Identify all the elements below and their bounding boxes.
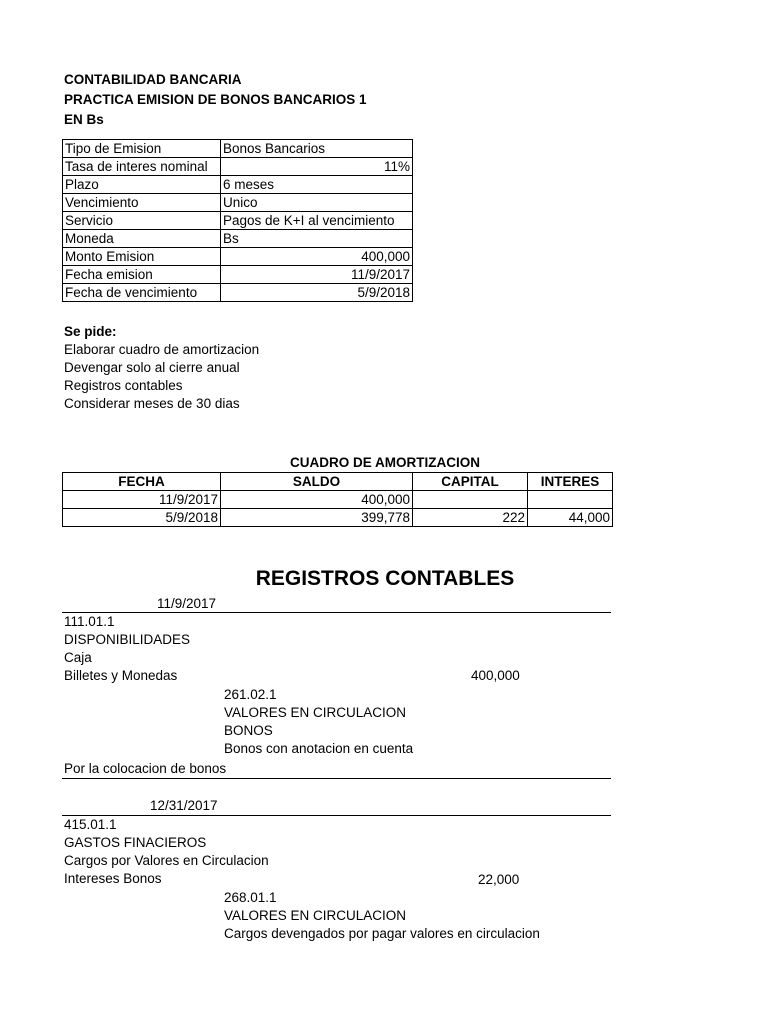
- cell-capital: [413, 491, 528, 509]
- info-value: Pagos de K+I al vencimiento: [221, 212, 413, 230]
- entry1-debit: [64, 613, 190, 685]
- amortization-title: CUADRO DE AMORTIZACION: [290, 455, 480, 470]
- entry1-credit: [224, 686, 413, 758]
- cell-fecha: 5/9/2018: [63, 509, 221, 527]
- cell-saldo: 400,000: [221, 491, 413, 509]
- account-code: 111.01.1: [64, 614, 115, 629]
- entry2-credit: [224, 889, 540, 943]
- cell-saldo: 399,778: [221, 509, 413, 527]
- entry1-date: 11/9/2017: [157, 596, 217, 611]
- account-code: 261.02.1: [224, 687, 277, 702]
- info-label: Tipo de Emision: [63, 140, 221, 158]
- table-row: [63, 140, 413, 158]
- info-label: Servicio: [63, 212, 221, 230]
- account-name: BONOS: [224, 723, 273, 738]
- table-row: [63, 491, 613, 509]
- info-label: Plazo: [63, 176, 221, 194]
- col-interes: INTERES: [528, 473, 613, 491]
- col-saldo: SALDO: [221, 473, 413, 491]
- table-row: [63, 509, 613, 527]
- info-value: 400,000: [221, 248, 413, 266]
- table-row: [63, 194, 413, 212]
- info-label: Fecha de vencimiento: [63, 284, 221, 302]
- info-value: Unico: [221, 194, 413, 212]
- bond-info-table: [62, 139, 413, 302]
- requirement-item: Registros contables: [64, 378, 183, 393]
- header-currency: EN Bs: [64, 112, 104, 127]
- info-label: Fecha emision: [63, 266, 221, 284]
- entry1-amount: 400,000: [471, 668, 520, 683]
- info-label: Tasa de interes nominal: [63, 158, 221, 176]
- account-code: 415.01.1: [64, 817, 117, 832]
- requirements: [64, 323, 259, 413]
- document-header: [64, 70, 367, 130]
- info-value: 6 meses: [221, 176, 413, 194]
- account-name: Bonos con anotacion en cuenta: [224, 741, 414, 756]
- header-title: CONTABILIDAD BANCARIA: [64, 72, 242, 87]
- account-name: GASTOS FINACIEROS: [64, 835, 207, 850]
- account-name: Intereses Bonos: [64, 871, 162, 886]
- account-name: Cargos devengados por pagar valores en circulacion: [224, 926, 540, 941]
- account-name: VALORES EN CIRCULACION: [224, 908, 407, 923]
- requirement-item: Considerar meses de 30 dias: [64, 396, 240, 411]
- cell-interes: 44,000: [528, 509, 613, 527]
- requirement-item: Elaborar cuadro de amortizacion: [64, 342, 260, 357]
- entry2-debit: [64, 816, 269, 888]
- cell-capital: 222: [413, 509, 528, 527]
- table-row: [63, 158, 413, 176]
- col-capital: CAPITAL: [413, 473, 528, 491]
- account-name: Billetes y Monedas: [64, 668, 178, 683]
- info-label: Moneda: [63, 230, 221, 248]
- table-row: [63, 248, 413, 266]
- account-name: VALORES EN CIRCULACION: [224, 705, 407, 720]
- table-row: [63, 176, 413, 194]
- account-name: Caja: [64, 650, 92, 665]
- info-value: 11/9/2017: [221, 266, 413, 284]
- registros-title: REGISTROS CONTABLES: [255, 567, 515, 590]
- entry2-date: 12/31/2017: [150, 798, 218, 813]
- table-row: [63, 266, 413, 284]
- account-code: 268.01.1: [224, 890, 277, 905]
- divider: [62, 778, 611, 779]
- table-row: [63, 212, 413, 230]
- info-value: 11%: [221, 158, 413, 176]
- cell-fecha: 11/9/2017: [63, 491, 221, 509]
- entry1-gloss: Por la colocacion de bonos: [64, 761, 227, 776]
- info-value: 5/9/2018: [221, 284, 413, 302]
- info-value: Bonos Bancarios: [221, 140, 413, 158]
- table-row: [63, 230, 413, 248]
- header-subtitle: PRACTICA EMISION DE BONOS BANCARIOS 1: [64, 92, 367, 107]
- info-label: Vencimiento: [63, 194, 221, 212]
- cell-interes: [528, 491, 613, 509]
- info-value: Bs: [221, 230, 413, 248]
- col-fecha: FECHA: [63, 473, 221, 491]
- table-row: [63, 284, 413, 302]
- info-label: Monto Emision: [63, 248, 221, 266]
- amortization-table: [62, 472, 613, 527]
- account-name: Cargos por Valores en Circulacion: [64, 853, 269, 868]
- requirements-title: Se pide:: [64, 324, 117, 339]
- amortization-header-row: [63, 473, 613, 491]
- requirement-item: Devengar solo al cierre anual: [64, 360, 240, 375]
- entry2-amount: 22,000: [478, 872, 520, 887]
- account-name: DISPONIBILIDADES: [64, 632, 191, 647]
